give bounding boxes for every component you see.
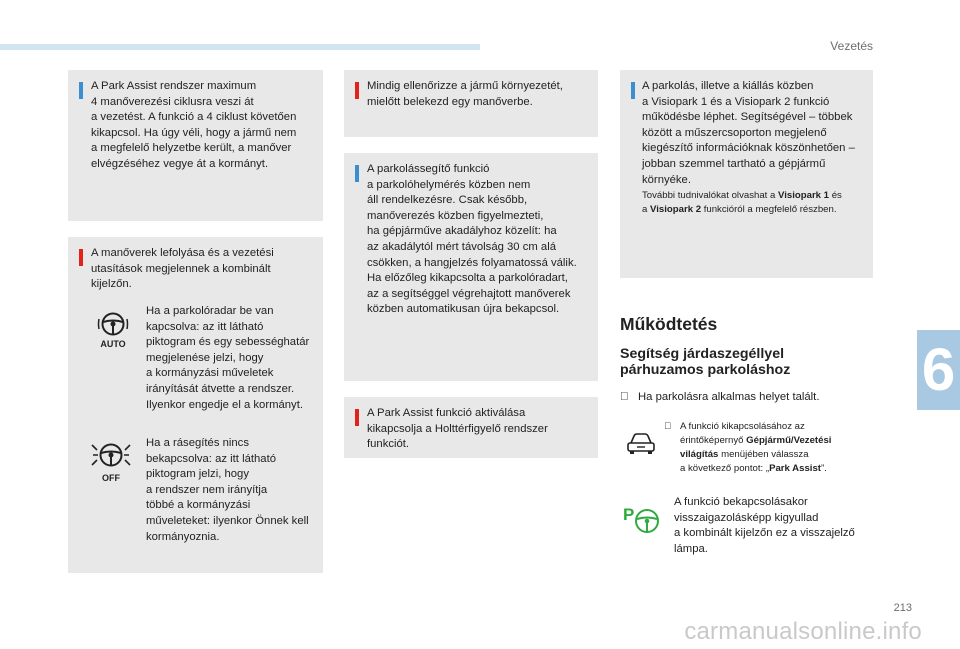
warning-text: A manőverek lefolyása és a vezetési utasítások megjelennek a kombinált kijelzőn. <box>91 247 274 291</box>
park-assist-warning-lamp-icon <box>622 504 662 534</box>
steering-wheel-off-icon <box>90 439 132 483</box>
svg-text:OFF: OFF <box>102 473 120 483</box>
info-box-max-cycles <box>68 70 323 221</box>
page-number: 213 <box>893 602 912 614</box>
visiopark-reference-text: További tudnivalókat olvashat a Visiopark 1 és a Visiopark 2 funkcióról a megfelelő részben. <box>642 190 842 215</box>
warning-box-display <box>68 237 323 573</box>
svg-text:P: P <box>623 505 635 524</box>
deactivation-instructions: A funkció kikapcsolásához az érintőképernyő Gépjármű/Vezetési világítás menüjében válassza a következő pontot: „Park Assist”. <box>680 420 831 476</box>
auto-pictogram-text: Ha a parkolóradar be van kapcsolva: az itt látható piktogram és egy sebességhatár megjelenése jelzi, hogy a kormányzási műveletek irányítását átvette a rendszer. Ilyenkor engedje el a kormányt. <box>146 305 310 411</box>
bullet-arrow-icon <box>664 420 680 434</box>
warning-text: A Park Assist funkció aktiválása kikapcsolja a Holttérfigyelő rendszer funkciót. <box>367 407 548 451</box>
info-icon <box>355 165 359 182</box>
info-text: A parkolássegítő funkció a parkolóhelymérés közben nem áll rendelkezésre. Csak később, manőverezés közben figyelmezteti, ha gépjárműve akadályhoz közelít: ha az akadálytól mért távolság 30 cm alá csökken, a hangjelzés folyamatossá válik. Ha előzőleg kikapcsolta a parkolóradart, az a segítséggel végrehajtott manőverek közben automatikusan újra bekapcsol. <box>367 163 577 316</box>
info-icon <box>631 82 635 99</box>
operation-heading: Működtetés <box>620 314 718 334</box>
info-box-parking-sensor <box>344 153 598 381</box>
parallel-parking-subheading: Segítség járdaszegéllyel párhuzamos parkoláshoz <box>620 346 791 378</box>
section-title: Vezetés <box>830 39 873 53</box>
off-pictogram-text: Ha a rásegítés nincs bekapcsolva: az itt látható piktogram jelzi, hogy a rendszer nem irányítja többé a kormányzási műveleteket: ilyenkor Önnek kell kormányoznia. <box>146 437 309 543</box>
warning-icon <box>79 249 83 266</box>
info-box-visiopark <box>620 70 873 278</box>
warning-lamp-text: A funkció bekapcsolásakor visszaigazolásképp kigyullad a kombinált kijelzőn ez a visszajelző lámpa. <box>674 496 855 555</box>
header-accent-bar <box>0 44 480 50</box>
warning-icon <box>355 409 359 426</box>
step-find-space: Ha parkolásra alkalmas helyet talált. <box>620 390 819 406</box>
info-text: A parkolás, illetve a kiállás közben a Visiopark 1 és a Visiopark 2 funkció működésbe léphet. Segítségével – többek között a műszercsoporton megjelenő kiegészítő információknak köszönhetően – jobban szemmel tartható a gépjármű környéke. <box>642 80 855 186</box>
chapter-tab: 6 <box>917 330 960 410</box>
bullet-arrow-icon <box>620 390 638 406</box>
warning-icon <box>355 82 359 99</box>
warning-text: Mindig ellenőrizze a jármű környezetét, mielőtt belekezd egy manőverbe. <box>367 80 563 108</box>
car-icon <box>626 432 656 456</box>
info-icon <box>79 82 83 99</box>
warning-box-blind-spot <box>344 397 598 458</box>
steering-wheel-auto-icon <box>96 309 130 349</box>
warning-box-check-surroundings <box>344 70 598 137</box>
info-text: A Park Assist rendszer maximum 4 manőverezési ciklusra veszi át a vezetést. A funkció a 4 ciklust követően kikapcsol. Ha úgy véli, hogy a jármű nem a megfelelő helyzetbe került, a manőver elvégzéséhez vegye át a kormányt. <box>91 80 297 170</box>
watermark: carmanualsonline.info <box>684 618 922 645</box>
svg-text:AUTO: AUTO <box>100 339 126 349</box>
